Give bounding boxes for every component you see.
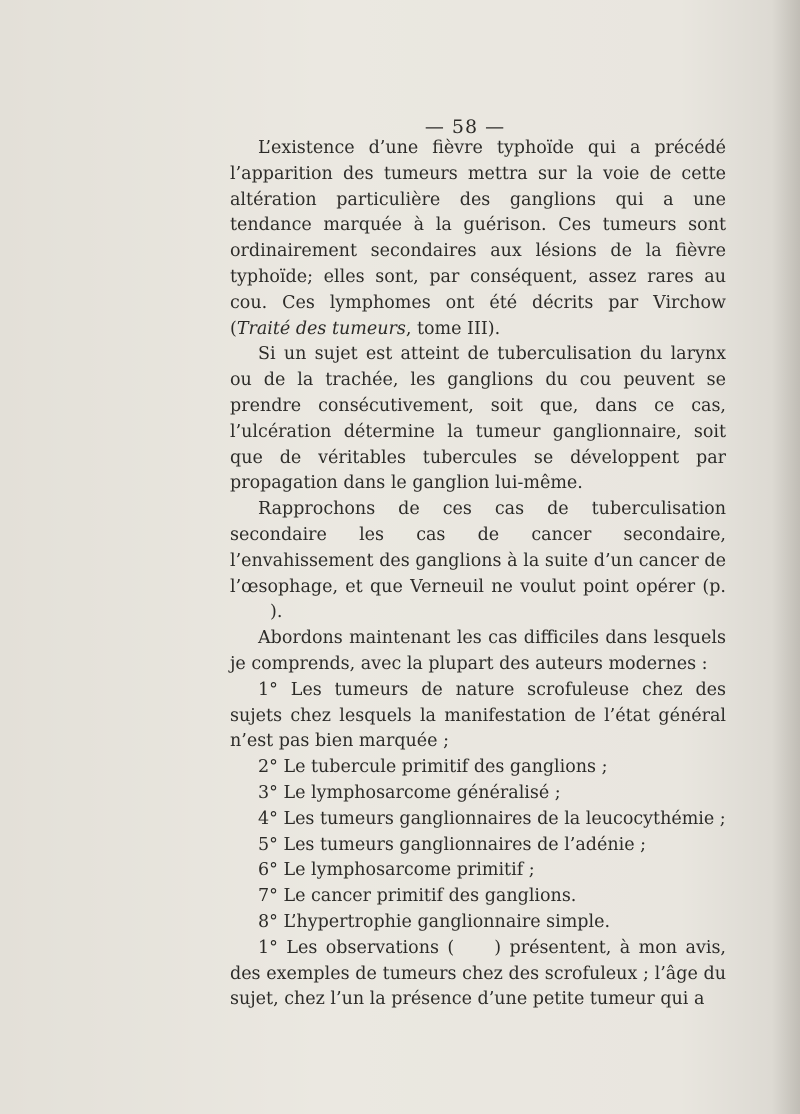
paragraph-difficult-cases: Abordons maintenant les cas difficiles dans lesquels je comprends, avec la plupart des auteurs modernes :: [230, 628, 726, 674]
list-item-1: 1° Les tumeurs de nature scrofuleuse chez des sujets chez lesquels la manifestation de l’état général n’est pas bien marquée ;: [230, 679, 726, 752]
list-item-8: 8° L’hypertrophie ganglionnaire simple.: [258, 911, 611, 932]
paragraph-observations-end: ) présentent, à mon avis, des exemples de tumeurs chez des scrofuleux ; l’âge du sujet, chez l’un la présence d’une petite tumeur qui a: [230, 937, 726, 1010]
list-item-6: 6° Le lymphosarcome primitif ;: [258, 860, 535, 881]
list-item-7: 7° Le cancer primitif des ganglions.: [258, 886, 577, 907]
paragraph-observations: [230, 936, 726, 1013]
list-item-3: 3° Le lymphosarcome généralisé ;: [258, 782, 561, 803]
paragraph-cancer-end: ).: [270, 602, 283, 623]
book-title-reference: Traité des tumeurs: [236, 318, 406, 339]
paragraph-cancer-text: Rapprochons de ces cas de tuberculisation secondaire les cas de cancer secondaire, l’envahissement des ganglions à la suite d’un cancer de l’œsophage, et que Verneuil ne voulut point opérer (p.: [230, 499, 726, 597]
paragraph-cancer: [230, 497, 726, 626]
list-item-2: 2° Le tubercule primitif des ganglions ;: [258, 757, 608, 778]
paragraph-typhoid: [230, 136, 726, 342]
paragraph-tuberculosis: Si un sujet est atteint de tuberculisation du larynx ou de la trachée, les ganglions du cou peuvent se prendre consécutivement, soit que, dans ce cas, l’ulcération détermine la tumeur ganglionnaire, soit que de véritables tubercules se développent par propagation dans le ganglion lui-même.: [230, 344, 726, 494]
page-number: — 58 —: [424, 116, 506, 138]
paragraph-typhoid-end: , tome III).: [405, 318, 501, 339]
list-item-5: 5° Les tumeurs ganglionnaires de l’adénie ;: [258, 834, 647, 855]
page-edge-shadow: [772, 0, 800, 1114]
body-text: [230, 136, 726, 1013]
paragraph-observations-text: 1° Les observations (: [258, 937, 455, 958]
paragraph-typhoid-text: L’existence d’une fièvre typhoïde qui a précédé l’apparition des tumeurs mettra sur la voie de cette altération particulière des ganglions qui a une tendance marquée à la guérison. Ces tumeurs sont ordinairement secondaires aux lésions de la fièvre typhoïde; elles sont, par conséquent, assez rares au cou. Ces lymphomes ont été décrits par Virchow (: [230, 138, 726, 339]
list-item-4: 4° Les tumeurs ganglionnaires de la leucocythémie ;: [258, 808, 726, 829]
